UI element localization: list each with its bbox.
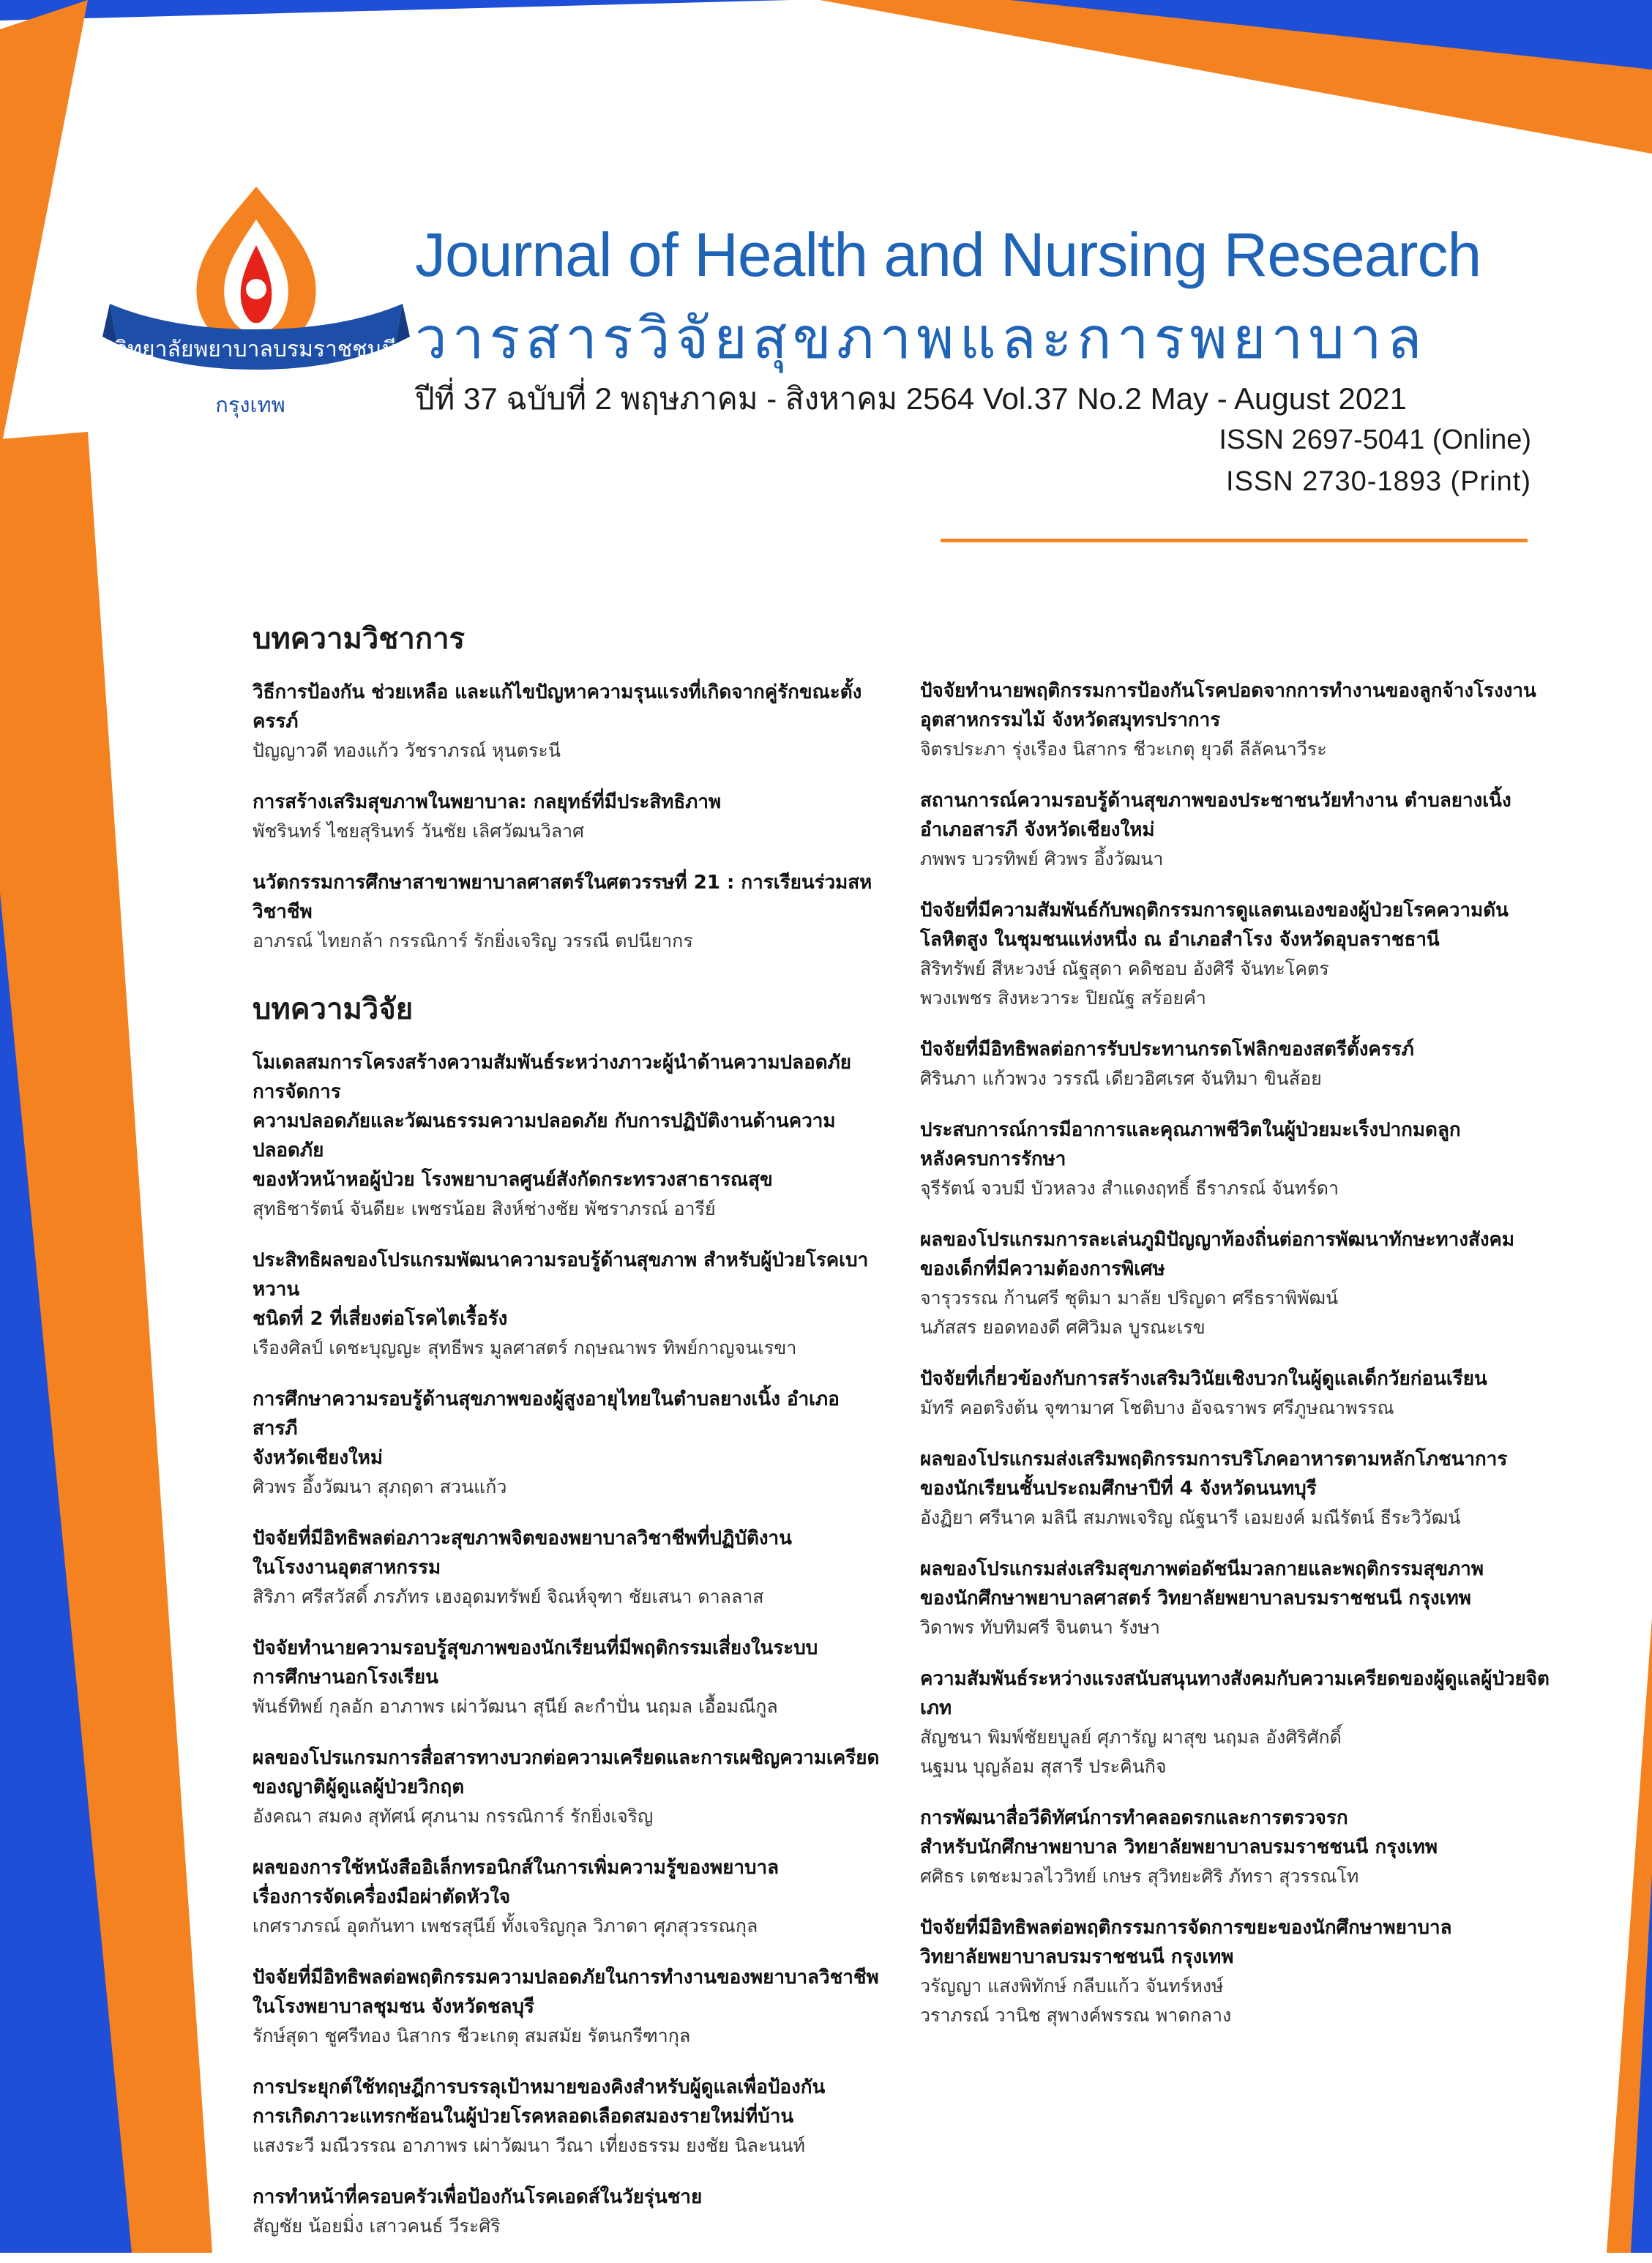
- article-title: สถานการณ์ความรอบรู้ด้านสุขภาพของประชาชนวัยทำงาน ตำบลยางเนิ้ง อำเภอสารภี จังหวัดเชียงใหม่: [920, 790, 1511, 841]
- article-authors: มัทรี คอตริงต้น จุฑามาศ โชติบาง อัจฉราพร ศรีภูษณาพรรณ: [920, 1397, 1394, 1418]
- article-title: ผลของโปรแกรมการละเล่นภูมิปัญญาท้องถิ่นต่อการพัฒนาทักษะทางสังคม ของเด็กที่มีความต้องการพิเศษ: [920, 1229, 1515, 1280]
- article-entry: [920, 1664, 1550, 1781]
- research-articles-list-left: [253, 1048, 882, 2241]
- article-title: การประยุกต์ใช้ทฤษฎีการบรรลุเป้าหมายของคิงสำหรับผู้ดูแลเพื่อป้องกัน การเกิดภาวะแทรกซ้อนในผู้ป่วยโรคหลอดเลือดสมองรายใหม่ที่บ้าน: [253, 2076, 826, 2128]
- article-title: ประสิทธิผลของโปรแกรมพัฒนาความรอบรู้ด้านสุขภาพ สำหรับผู้ป่วยโรคเบาหวาน ชนิดที่ 2 ที่เสี่ยงต่อโรคไตเรื้อรัง: [253, 1249, 869, 1330]
- article-entry: [253, 2073, 882, 2161]
- article-title: ปัจจัยที่เกี่ยวข้องกับการสร้างเสริมวินัยเชิงบวกในผู้ดูแลเด็กวัยก่อนเรียน: [920, 1368, 1487, 1390]
- article-authors: สิริทรัพย์ สีหะวงษ์ ณัฐสุดา คดิชอบ อังศิรี จันทะโคตร พวงเพชร สิงหะวาระ ปิยณัฐ สร้อยคำ: [920, 958, 1329, 1009]
- article-authors: อังฏิยา ศรีนาค มลินี สมภพเจริญ ณัฐนารี เอมยงค์ มณีรัตน์ ธีระวิวัฒน์: [920, 1507, 1461, 1528]
- issn-print: ISSN 2730-1893 (Print): [1226, 466, 1531, 497]
- article-authors: พัชรินทร์ ไชยสุรินทร์ วันชัย เลิศวัฒนวิลาศ: [253, 820, 585, 842]
- article-title: ผลของโปรแกรมการสื่อสารทางบวกต่อความเครียดและการเผชิญความเครียด ของญาติผู้ดูแลผู้ป่วยวิกฤต: [253, 1747, 880, 1798]
- article-entry: [253, 1246, 882, 1363]
- article-entry: [920, 1035, 1550, 1093]
- article-authors: สิริภา ศรีสวัสดิ์ ภรภัทร เฮงอุดมทรัพย์ จิณห์จุฑา ชัยเสนา ดาลลาส: [253, 1586, 764, 1607]
- article-authors: อังคณา สมคง สุทัศน์ ศุภนาม กรรณิการ์ รักยิ่งเจริญ: [253, 1806, 654, 1827]
- article-authors: ภพพร บวรทิพย์ ศิวพร อึ้งวัฒนา: [920, 848, 1164, 869]
- article-title: การพัฒนาสื่อวีดิทัศน์การทำคลอดรกและการตรวจรก สำหรับนักศึกษาพยาบาล วิทยาลัยพยาบาลบรมราชชนนี กรุงเทพ: [920, 1807, 1438, 1858]
- article-title: ปัจจัยที่มีอิทธิพลต่อพฤติกรรมความปลอดภัยในการทำงานของพยาบาลวิชาชีพ ในโรงพยาบาลชุมชน จังหวัดชลบุรี: [253, 1967, 879, 2018]
- article-authors: ปัญญาวดี ทองแก้ว วัชราภรณ์ หุนตระนี: [253, 740, 561, 761]
- article-entry: [253, 1385, 882, 1502]
- research-articles-list-right: [920, 676, 1550, 2030]
- contents-left-column: [253, 615, 882, 2263]
- article-entry: [253, 1743, 882, 1831]
- article-authors: ศิวพร อึ้งวัฒนา สุภฤดา สวนแก้ว: [253, 1476, 507, 1497]
- article-title: ปัจจัยที่มีอิทธิพลต่อการรับประทานกรดโฟลิกของสตรีตั้งครรภ์: [920, 1039, 1414, 1061]
- article-authors: วรัญญา แสงพิทักษ์ กลีบแก้ว จันทร์หงษ์ วราภรณ์ วานิช สุพางค์พรรณ พาดกลาง: [920, 1975, 1232, 2026]
- section-title-research: บทความวิจัย: [253, 992, 414, 1026]
- section-title-academic: บทความวิชาการ: [253, 622, 466, 656]
- article-title: โมเดลสมการโครงสร้างความสัมพันธ์ระหว่างภาวะผู้นำด้านความปลอดภัย การจัดการ ความปลอดภัยและวัฒนธรรมความปลอดภัย กับการปฏิบัติงานด้านความปลอดภัย ของหัวหน้าหอผู้ป่วย โรงพยาบาลศูนย์สังกัดกระทรวงสาธารณสุข: [253, 1052, 851, 1191]
- journal-title-english: Journal of Health and Nursing Research: [415, 220, 1481, 289]
- article-authors: สัญชนา พิมพ์ชัยยบูลย์ ศุภารัญ ผาสุข นฤมล อังศิริศักดิ์ นฐมน บุญล้อม สุสารี ประคินกิจ: [920, 1727, 1342, 1777]
- article-authors: วิดาพร ทับทิมศรี จินตนา รังษา: [920, 1617, 1160, 1638]
- header-divider: [941, 539, 1528, 542]
- article-title: ปัจจัยที่มีความสัมพันธ์กับพฤติกรรมการดูแลตนเองของผู้ป่วยโรคความดัน โลหิตสูง ในชุมชนแห่งหนึ่ง ณ อำเภอสำโรง จังหวัดอุบลราชธานี: [920, 899, 1509, 951]
- article-entry: [920, 1115, 1550, 1203]
- article-entry: [920, 1803, 1550, 1891]
- article-title: ผลของโปรแกรมส่งเสริมสุขภาพต่อดัชนีมวลกายและพฤติกรรมสุขภาพ ของนักศึกษาพยาบาลศาสตร์ วิทยาลัยพยาบาลบรมราชชนนี กรุงเทพ: [920, 1558, 1484, 1609]
- article-entry: [253, 1963, 882, 2051]
- article-entry: [920, 1225, 1550, 1342]
- article-title: ปัจจัยทำนายพฤติกรรมการป้องกันโรคปอดจากการทำงานของลูกจ้างโรงงาน อุตสาหกรรมไม้ จังหวัดสมุทรปราการ: [920, 680, 1536, 731]
- article-authors: จารุวรรณ ก้านศรี ชุติมา มาลัย ปริญดา ศรีธราพิพัฒน์ นภัสสร ยอดทองดี ศศิวิมล บูรณะเรข: [920, 1287, 1339, 1338]
- article-title: ประสบการณ์การมีอาการและคุณภาพชีวิตในผู้ป่วยมะเร็งปากมดลูก หลังครบการรักษา: [920, 1119, 1461, 1170]
- article-authors: ศิรินภา แก้วพวง วรรณี เดียวอิศเรศ จันทิมา ขินส้อย: [920, 1068, 1322, 1089]
- article-title: การศึกษาความรอบรู้ด้านสุขภาพของผู้สูงอายุไทยในตำบลยางเนิ้ง อำเภอสารภี จังหวัดเชียงใหม่: [253, 1388, 840, 1469]
- article-entry: [920, 1445, 1550, 1533]
- article-title: การทำหน้าที่ครอบครัวเพื่อป้องกันโรคเอดส์ในวัยรุ่นชาย: [253, 2186, 703, 2208]
- left-orange-stripe: [0, 0, 88, 454]
- top-blue-band: [0, 0, 791, 20]
- article-entry: [253, 1524, 882, 1612]
- article-title: ผลของการใช้หนังสืออิเล็กทรอนิกส์ในการเพิ่มความรู้ของพยาบาล เรื่องการจัดเครื่องมือผ่าตัดหัวใจ: [253, 1857, 779, 1908]
- article-authors: จุรีรัตน์ จวบมี บัวหลวง สำแดงฤทธิ์ ธีราภรณ์ จันทร์ดา: [920, 1178, 1339, 1199]
- article-authors: สุทธิชารัตน์ จันดียะ เพชรน้อย สิงห์ช่างชัย พัชราภรณ์ อารีย์: [253, 1198, 716, 1219]
- article-title: การสร้างเสริมสุขภาพในพยาบาล: กลยุทธ์ที่มีประสิทธิภาพ: [253, 791, 722, 813]
- article-title: นวัตกรรมการศึกษาสาขาพยาบาลศาสตร์ในศตวรรษที่ 21 : การเรียนร่วมสหวิชาชีพ: [253, 872, 872, 923]
- article-entry: [253, 2182, 882, 2241]
- issue-info: ปีที่ 37 ฉบับที่ 2 พฤษภาคม - สิงหาคม 2564 Vol.37 No.2 May - August 2021: [415, 381, 1407, 416]
- article-authors: จิตรประภา รุ่งเรือง นิสากร ชีวะเกตุ ยุวดี ลีลัคนาวีระ: [920, 738, 1327, 760]
- article-entry: [920, 786, 1550, 874]
- article-title: ปัจจัยที่มีอิทธิพลต่อพฤติกรรมการจัดการขยะของนักศึกษาพยาบาล วิทยาลัยพยาบาลบรมราชชนนี กรุงเทพ: [920, 1917, 1452, 1968]
- article-authors: สัญชัย น้อยมิ่ง เสาวคนธ์ วีระศิริ: [253, 2215, 501, 2237]
- issn-online: ISSN 2697-5041 (Online): [1219, 424, 1531, 455]
- logo-campus-label: กรุงเทพ: [215, 392, 285, 417]
- article-authors: พันธ์ทิพย์ กุลอัก อาภาพร เผ่าวัฒนา สุนีย์ ละกำปั่น นฤมล เอื้อมณีกูล: [253, 1696, 778, 1717]
- article-entry: [253, 1048, 882, 1224]
- article-authors: ศศิธร เตชะมวลไววิทย์ เกษร สุวิทยะศิริ ภัทรา สุวรรณโท: [920, 1866, 1359, 1887]
- article-title: ผลของโปรแกรมส่งเสริมพฤติกรรมการบริโภคอาหารตามหลักโภชนาการ ของนักเรียนชั้นประถมศึกษาปีที่ 4 จังหวัดนนทบุรี: [920, 1448, 1508, 1500]
- article-entry: [253, 788, 882, 846]
- article-title: ปัจจัยทำนายความรอบรู้สุขภาพของนักเรียนที่มีพฤติกรรมเสี่ยงในระบบ การศึกษานอกโรงเรียน: [253, 1637, 818, 1688]
- article-authors: รักษ์สุดา ชูศรีทอง นิสากร ชีวะเกตุ สมสมัย รัตนกรีฑากุล: [253, 2025, 691, 2046]
- article-title: ความสัมพันธ์ระหว่างแรงสนับสนุนทางสังคมกับความเครียดของผู้ดูแลผู้ป่วยจิตเภท: [920, 1668, 1550, 1719]
- academic-articles-list: [253, 678, 882, 956]
- article-entry: [253, 1634, 882, 1721]
- article-entry: [253, 678, 882, 766]
- logo-dot: [246, 279, 266, 299]
- contents-right-column: [920, 676, 1550, 2052]
- article-authors: อาภรณ์ ไทยกล้า กรรณิการ์ รักยิ่งเจริญ วรรณี ตปนียากร: [253, 930, 693, 951]
- article-title: ปัจจัยที่มีอิทธิพลต่อภาวะสุขภาพจิตของพยาบาลวิชาชีพที่ปฏิบัติงาน ในโรงงานอุตสาหกรรม: [253, 1527, 792, 1579]
- article-authors: เรืองศิลป์ เดชะบุญญะ สุทธีพร มูลศาสตร์ กฤษณาพร ทิพย์กาญจนเรขา: [253, 1337, 797, 1358]
- article-entry: [253, 1853, 882, 1941]
- journal-title-thai: วารสารวิจัยสุขภาพและการพยาบาล: [415, 306, 1427, 372]
- article-entry: [253, 868, 882, 956]
- article-entry: [920, 1555, 1550, 1642]
- article-entry: [920, 1364, 1550, 1423]
- logo-banner-text: วิทยาลัยพยาบาลบรมราชชนนี: [115, 337, 397, 362]
- article-authors: เกศราภรณ์ อุดกันทา เพชรสุนีย์ ทั้งเจริญกุล วิภาดา ศุภสุวรรณกุล: [253, 1915, 758, 1937]
- article-entry: [920, 896, 1550, 1013]
- article-title: วิธีการป้องกัน ช่วยเหลือ และแก้ไขปัญหาความรุนแรงที่เกิดจากคู่รักขณะตั้งครรภ์: [253, 681, 862, 733]
- article-authors: แสงระวี มณีวรรณ อาภาพร เผ่าวัฒนา วีณา เที่ยงธรรม ยงชัย นิละนนท์: [253, 2135, 806, 2156]
- article-entry: [920, 1913, 1550, 2030]
- article-entry: [920, 676, 1550, 764]
